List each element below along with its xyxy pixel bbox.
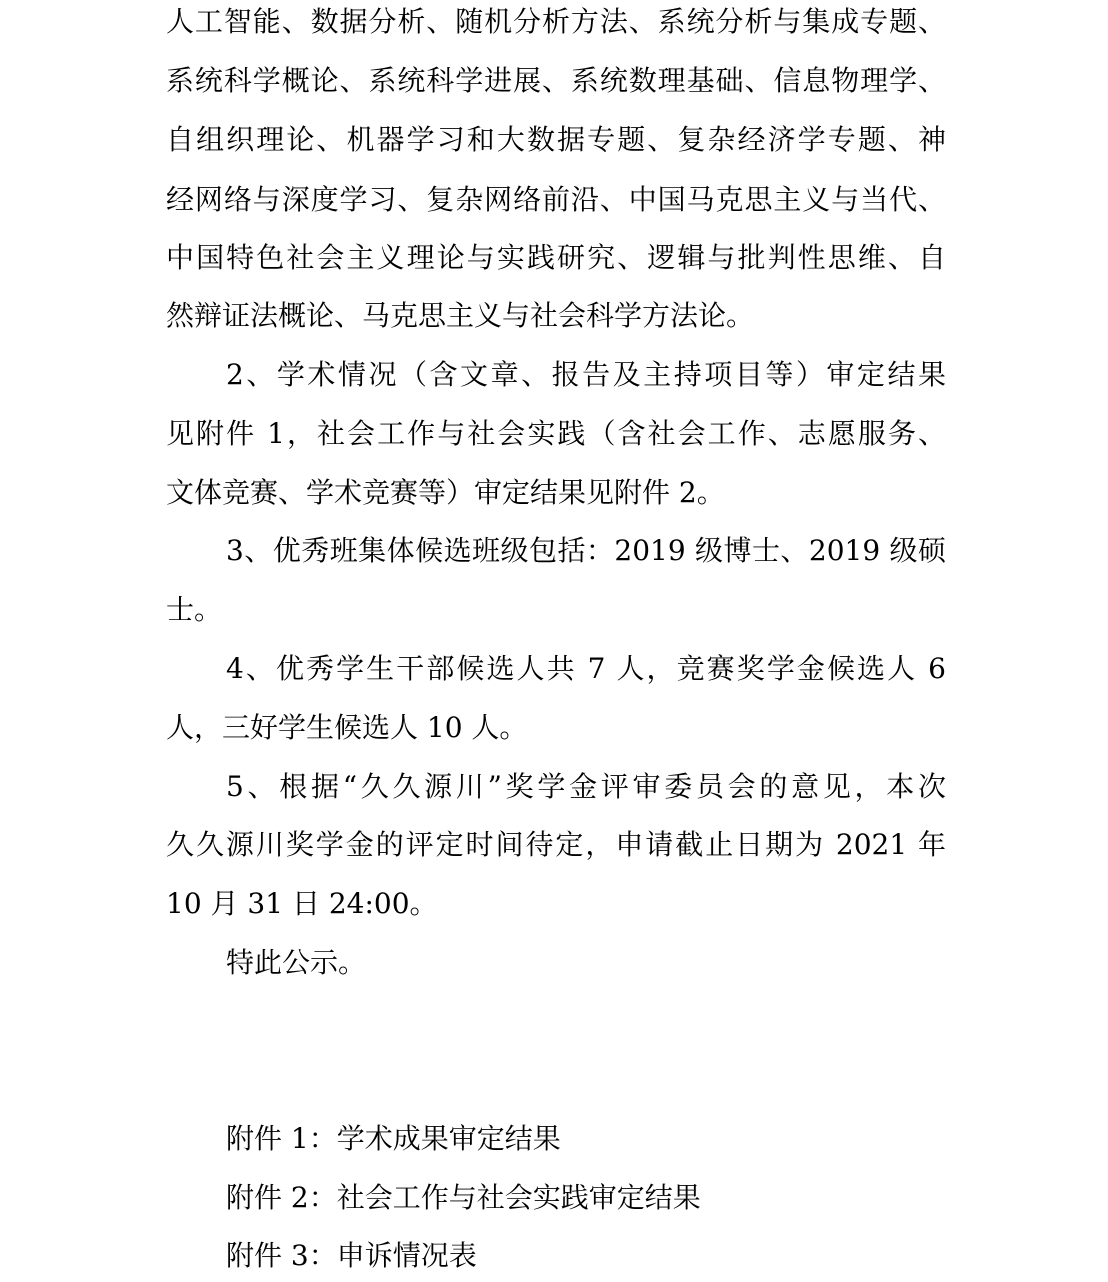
paragraph-line: 经网络与深度学习、复杂网络前沿、中国马克思主义与当代、 [166,183,946,216]
item3-line: 士。 [166,593,223,626]
paragraph-line: 系统科学概论、系统科学进展、系统数理基础、信息物理学、 [166,64,946,97]
closing-statement: 特此公示。 [226,946,367,979]
item2-line: 文体竞赛、学术竞赛等）审定结果见附件 2。 [166,476,725,509]
item5-line: 10 月 31 日 24:00。 [166,887,438,920]
item2-line: 见附件 1，社会工作与社会实践（含社会工作、志愿服务、 [166,417,946,450]
paragraph-line: 人工智能、数据分析、随机分析方法、系统分析与集成专题、 [166,5,946,38]
paragraph-line: 自组织理论、机器学习和大数据专题、复杂经济学专题、神 [166,123,946,156]
item5-line: 久久源川奖学金的评定时间待定，申请截止日期为 2021 年 [166,828,946,861]
item3-line: 3、优秀班集体候选班级包括：2019 级博士、2019 级硕 [226,534,946,567]
item4-line: 4、优秀学生干部候选人共 7 人，竞赛奖学金候选人 6 [226,652,946,685]
attachment-item: 附件 2：社会工作与社会实践审定结果 [226,1181,701,1214]
item5-line: 5、根据“久久源川”奖学金评审委员会的意见，本次 [226,770,946,803]
item2-line: 2、学术情况（含文章、报告及主持项目等）审定结果 [226,358,946,391]
attachment-item: 附件 1：学术成果审定结果 [226,1122,561,1155]
paragraph-line: 中国特色社会主义理论与实践研究、逻辑与批判性思维、自 [166,241,946,274]
paragraph-line: 然辩证法概论、马克思主义与社会科学方法论。 [166,299,755,332]
attachment-item: 附件 3：申诉情况表 [226,1239,477,1272]
item4-line: 人，三好学生候选人 10 人。 [166,711,528,744]
